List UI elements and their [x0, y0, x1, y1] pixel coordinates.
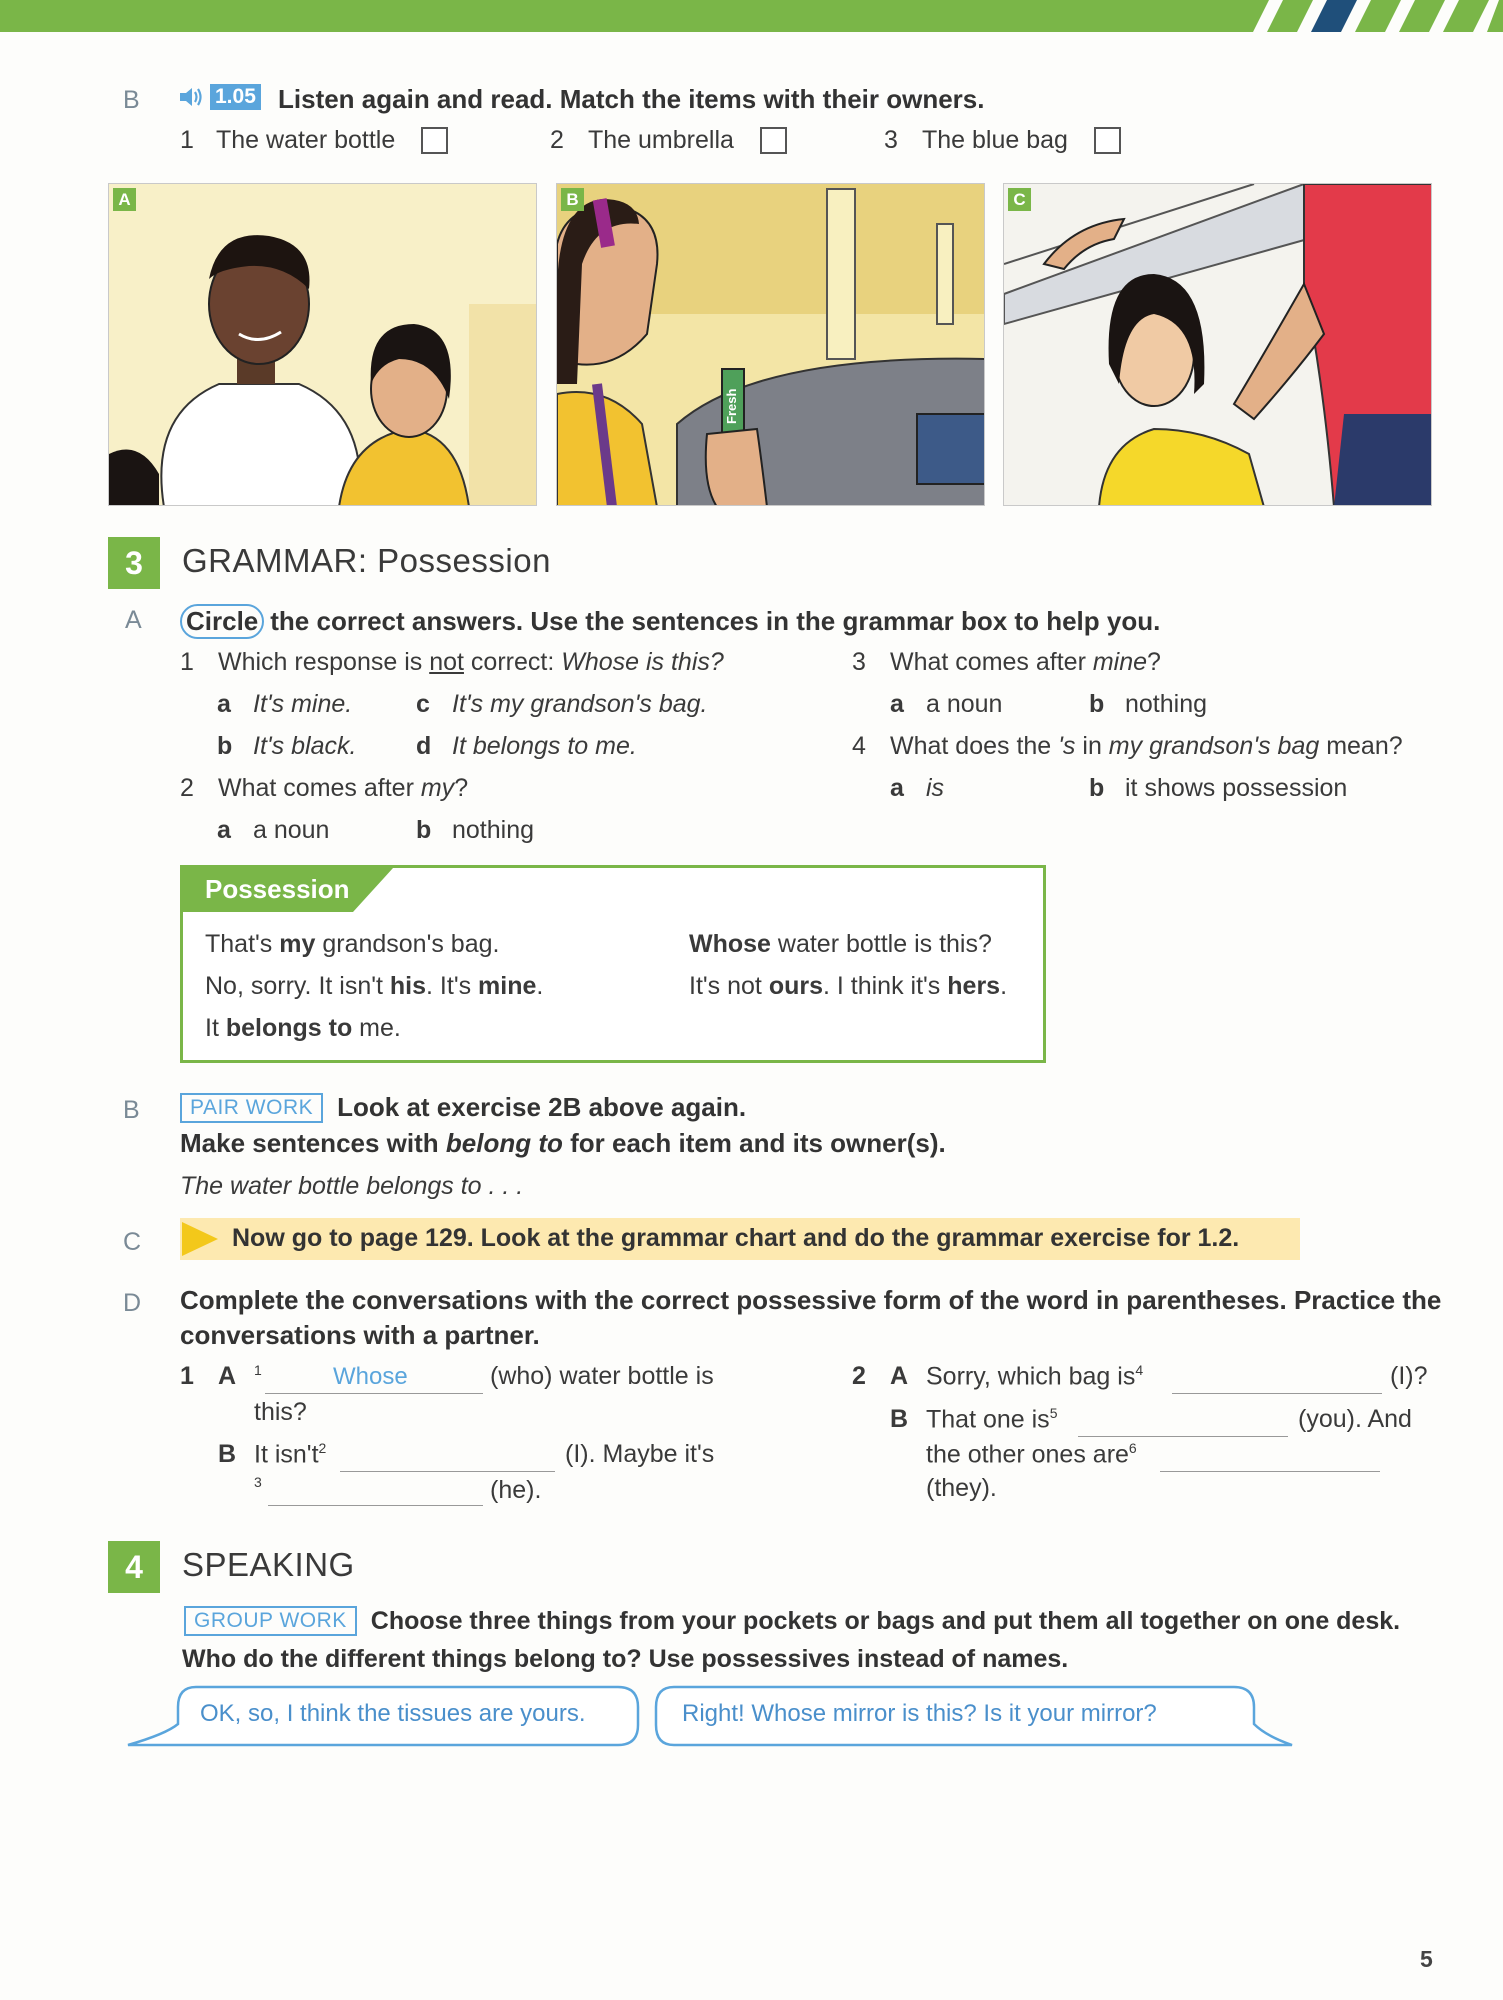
option-letter: a [217, 816, 231, 844]
conversation-text: (you). And [1298, 1405, 1412, 1433]
speaker-label: B [890, 1405, 909, 1434]
answer-option[interactable] [1089, 774, 1347, 803]
answer-checkbox[interactable] [421, 127, 448, 154]
question-text: correct: [463, 648, 562, 676]
conversation-text: That one is [926, 1405, 1050, 1434]
speaker-label: A [890, 1362, 909, 1391]
question-number: 2 [180, 774, 194, 802]
top-banner [0, 0, 1503, 32]
question-1 [180, 648, 724, 677]
group-work-tag: GROUP WORK [184, 1606, 357, 1636]
answer-blank[interactable] [1160, 1440, 1380, 1472]
instruction-text: Make sentences with [180, 1128, 446, 1158]
circle-keyword: Circle [180, 604, 264, 639]
answer-blank[interactable] [265, 1362, 483, 1394]
conversation-number: 2 [852, 1362, 866, 1391]
page-number: 5 [1420, 1946, 1433, 1972]
match-item [180, 126, 448, 155]
answer-blank[interactable] [1078, 1405, 1288, 1437]
answer-option[interactable] [1089, 690, 1207, 719]
filled-answer: Whose [333, 1363, 408, 1390]
example-text: It [205, 1014, 226, 1042]
example-bold: mine [478, 972, 537, 1000]
question-text: What does the [890, 732, 1059, 760]
option-letter: b [416, 816, 432, 844]
conversation-line [218, 1440, 326, 1469]
example-bold: his [389, 972, 427, 1000]
question-4 [852, 732, 1403, 761]
exercise-instruction: Listen again and read. Match the items with their owners. [278, 84, 985, 114]
grammar-example [205, 930, 499, 959]
grammar-box [180, 865, 1046, 1063]
section-number: 3 [108, 537, 160, 589]
track-number: 1.05 [210, 84, 261, 110]
question-italic: Whose is this? [561, 648, 724, 676]
question-text: What comes after [890, 648, 1093, 676]
option-letter: b [1089, 774, 1105, 802]
bottle-label: Fresh [724, 388, 739, 424]
stripe-decoration [1213, 0, 1503, 32]
example-text: No, sorry. It isn't [205, 972, 390, 1000]
speech-bubble-1: OK, so, I think the tissues are yours. [200, 1700, 586, 1727]
panel-label: B [561, 188, 584, 211]
option-text: is [926, 774, 945, 802]
section-number: 4 [108, 1541, 160, 1593]
blank-number: 4 [1135, 1362, 1144, 1378]
conversation-text: (he). [490, 1476, 542, 1504]
question-text: ? [1147, 648, 1161, 676]
conversation-1 [180, 1362, 262, 1391]
option-text: nothing [452, 816, 535, 844]
option-text: a noun [926, 690, 1003, 718]
example-text: . It's [426, 972, 479, 1000]
exercise-letter: D [123, 1289, 142, 1317]
example-bold: my [279, 930, 316, 958]
instruction-text: Choose three things from your pockets or bags and put them all together on one desk. [370, 1606, 1401, 1635]
exercise-b-line2 [180, 1128, 946, 1159]
question-3 [852, 648, 1161, 677]
grammar-example [689, 930, 992, 959]
option-text: It's my grandson's bag. [452, 690, 708, 718]
item-number: 3 [884, 126, 898, 154]
instruction-text: Who do the different things belong to? Use possessives instead of names. [182, 1645, 1069, 1673]
conversation-text: (I). Maybe it's [565, 1440, 715, 1468]
exercise-letter: B [123, 86, 140, 114]
answer-option[interactable] [890, 774, 944, 803]
answer-option[interactable] [890, 690, 1002, 719]
panel-label: A [113, 188, 136, 211]
conversation-text: (they). [926, 1474, 997, 1502]
speech-bubble-2: Right! Whose mirror is this? Is it your mirror? [682, 1700, 1157, 1727]
answer-blank[interactable] [340, 1440, 555, 1472]
question-number: 4 [852, 732, 866, 760]
question-text: What comes after [218, 774, 421, 802]
answer-blank[interactable] [1172, 1362, 1382, 1394]
arrow-right-icon [182, 1222, 218, 1256]
blank-number: 6 [1128, 1440, 1137, 1456]
option-letter: b [1089, 690, 1105, 718]
example-text: . I think it's [823, 972, 948, 1000]
item-number: 2 [550, 126, 564, 154]
option-text: It's mine. [253, 690, 353, 718]
example-text: It's not [689, 972, 769, 1000]
illustration-escalator [1004, 184, 1432, 506]
question-number: 3 [852, 648, 866, 676]
underlined-word: not [429, 648, 464, 676]
item-number: 1 [180, 126, 194, 154]
conversation-text: Sorry, which bag is [926, 1362, 1136, 1391]
answer-option[interactable] [416, 816, 534, 845]
speaking-line1 [184, 1606, 1400, 1636]
conversation-line [890, 1405, 1057, 1434]
section-title: GRAMMAR: Possession [182, 542, 551, 579]
question-text: mean? [1319, 732, 1403, 760]
section-title: SPEAKING [182, 1546, 355, 1583]
conversation-2 [852, 1362, 1143, 1391]
option-text: It belongs to me. [452, 732, 637, 760]
option-text: a noun [253, 816, 330, 844]
exercise-instruction [180, 604, 1160, 639]
instruction-text: for each item and its owner(s). [562, 1128, 946, 1158]
exercise-letter: B [123, 1096, 140, 1124]
option-text: nothing [1125, 690, 1208, 718]
answer-blank[interactable] [268, 1474, 483, 1506]
answer-option[interactable] [217, 816, 329, 845]
illustration-family [109, 184, 537, 506]
pair-work-tag: PAIR WORK [180, 1093, 323, 1123]
match-item [884, 126, 1121, 155]
example-text: water bottle is this? [770, 930, 992, 958]
blank-number: 1 [254, 1362, 262, 1378]
instruction-text: conversations with a partner. [180, 1320, 540, 1350]
conversation-text: (I)? [1390, 1362, 1428, 1390]
question-italic: 's [1058, 732, 1076, 760]
option-letter: b [217, 732, 233, 760]
blank-number: 2 [318, 1440, 327, 1456]
exercise-b-line1 [180, 1092, 746, 1123]
exercise-letter: A [125, 606, 142, 634]
exercise-letter: C [123, 1228, 142, 1256]
conversation-number: 1 [180, 1362, 194, 1391]
page-reference-banner[interactable] [180, 1218, 1300, 1260]
panel-label: C [1008, 188, 1031, 211]
example-text: me. [352, 1014, 401, 1042]
speaker-label: B [218, 1440, 237, 1469]
picture-panel-a [108, 183, 537, 506]
answer-checkbox[interactable] [760, 127, 787, 154]
example-text: grandson's bag. [315, 930, 500, 958]
example-bold: ours [768, 972, 823, 1000]
item-label: The umbrella [588, 126, 734, 154]
instruction-text: Complete the conversations with the correct possessive form of the word in parentheses. Practice the [180, 1285, 1442, 1315]
example-sentence: The water bottle belongs to . . . [180, 1172, 524, 1200]
example-bold: hers [947, 972, 1001, 1000]
grammar-example [205, 1014, 401, 1043]
conversation-text: this? [254, 1398, 307, 1426]
picture-panel-b [556, 183, 985, 506]
example-bold: Whose [689, 930, 771, 958]
grammar-example [689, 972, 1007, 1001]
option-letter: a [890, 774, 904, 802]
example-text: . [536, 972, 544, 1000]
question-italic: mine [1092, 648, 1148, 676]
blank-number [254, 1474, 262, 1503]
conversation-text: (who) water bottle is [490, 1362, 714, 1390]
match-item [550, 126, 787, 155]
conversation-line [926, 1440, 1137, 1469]
question-text: in [1075, 732, 1109, 760]
answer-option[interactable] [217, 690, 352, 719]
option-text: it shows possession [1125, 774, 1348, 802]
answer-option[interactable] [416, 732, 637, 761]
answer-option[interactable] [416, 690, 708, 719]
example-text: That's [205, 930, 280, 958]
example-text: . [1000, 972, 1008, 1000]
illustration-airport [557, 184, 985, 506]
example-bold: belongs to [225, 1014, 353, 1042]
option-letter: c [416, 690, 430, 718]
option-letter: a [890, 690, 904, 718]
question-italic: my grandson's bag [1108, 732, 1320, 760]
audio-track[interactable] [178, 84, 261, 110]
conversation-text: It isn't [254, 1440, 319, 1469]
question-italic: my [420, 774, 455, 802]
conversation-text: the other ones are [926, 1440, 1129, 1469]
blank-number: 5 [1049, 1405, 1058, 1421]
speaker-icon[interactable] [178, 85, 204, 109]
option-text: It's black. [253, 732, 357, 760]
answer-option[interactable] [217, 732, 356, 761]
blank-number-label: 3 [254, 1474, 262, 1490]
option-letter: a [217, 690, 231, 718]
question-2 [180, 774, 468, 803]
grammar-box-header [183, 868, 393, 912]
item-label: The water bottle [216, 126, 396, 154]
grammar-box-title: Possession [205, 874, 350, 904]
question-number: 1 [180, 648, 194, 676]
option-letter: d [416, 732, 432, 760]
page-reference-text: Now go to page 129. Look at the grammar chart and do the grammar exercise for 1.2. [232, 1224, 1240, 1252]
item-label: The blue bag [922, 126, 1068, 154]
picture-panel-c [1003, 183, 1432, 506]
instruction-text: the correct answers. Use the sentences in the grammar box to help you. [270, 606, 1161, 636]
answer-checkbox[interactable] [1094, 127, 1121, 154]
grammar-example [205, 972, 543, 1001]
instruction-italic: belong to [445, 1128, 563, 1158]
question-text: ? [454, 774, 469, 802]
question-text: Which response is [218, 648, 430, 676]
instruction-text: Look at exercise 2B above again. [337, 1092, 747, 1122]
speaker-label: A [218, 1362, 237, 1391]
